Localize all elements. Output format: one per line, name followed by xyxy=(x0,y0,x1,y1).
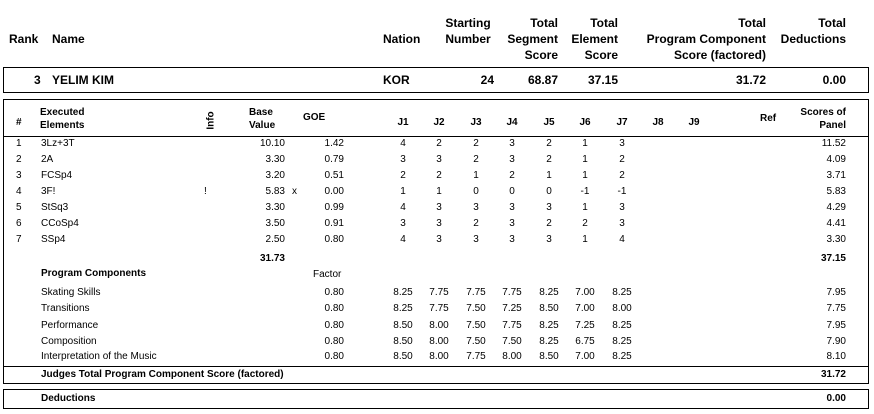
col-header-segment-score: Total Segment Score xyxy=(507,16,558,62)
judge-score: 3 xyxy=(509,234,515,245)
judge-score: 1 xyxy=(436,186,442,197)
pc-name: Interpretation of the Music xyxy=(41,351,157,362)
judge-score: -1 xyxy=(580,186,590,197)
judge-header-6: J6 xyxy=(579,117,591,128)
pc-panel-score: 7.95 xyxy=(826,320,846,331)
judge-score: 2 xyxy=(436,170,442,181)
judge-header-1: J1 xyxy=(397,117,409,128)
pc-judge-score: 8.50 xyxy=(393,351,413,362)
skater-element-score: 37.15 xyxy=(587,73,618,87)
pc-judge-score: 6.75 xyxy=(575,336,595,347)
element-num: 4 xyxy=(16,186,22,197)
judge-score: 3 xyxy=(546,234,552,245)
col-header-rank: Rank xyxy=(9,32,39,46)
judge-score: 2 xyxy=(473,218,479,229)
element-base-value: 3.30 xyxy=(265,202,285,213)
pc-judge-score: 8.50 xyxy=(539,351,559,362)
element-panel-score: 5.83 xyxy=(826,186,846,197)
element-num: 7 xyxy=(16,234,22,245)
element-info: ! xyxy=(204,186,207,197)
pc-judge-score: 8.00 xyxy=(612,303,632,314)
pc-judge-score: 7.50 xyxy=(466,320,486,331)
pc-judge-score: 7.75 xyxy=(466,351,486,362)
skater-deductions: 0.00 xyxy=(822,73,846,87)
pc-panel-score: 8.10 xyxy=(826,351,846,362)
element-base-value: 3.20 xyxy=(265,170,285,181)
element-panel-score: 4.41 xyxy=(826,218,846,229)
judge-score: 3 xyxy=(436,202,442,213)
skater-pcs: 31.72 xyxy=(735,73,766,87)
deductions-label: Deductions xyxy=(41,393,96,404)
judge-score: 3 xyxy=(436,154,442,165)
pc-judge-score: 7.75 xyxy=(502,320,522,331)
judge-score: 4 xyxy=(400,138,406,149)
judge-score: 3 xyxy=(509,138,515,149)
judge-score: 2 xyxy=(473,154,479,165)
pc-judge-score: 7.50 xyxy=(502,336,522,347)
pc-judge-score: 8.50 xyxy=(393,336,413,347)
pc-judge-score: 7.25 xyxy=(575,320,595,331)
pc-factor: 0.80 xyxy=(324,287,344,298)
element-base-value: 5.83 xyxy=(265,186,285,197)
element-panel-score: 4.29 xyxy=(826,202,846,213)
col-executed-elements: Executed Elements xyxy=(40,107,85,131)
deductions-value: 0.00 xyxy=(826,393,846,404)
element-name: CCoSp4 xyxy=(41,218,79,229)
pc-judge-score: 7.00 xyxy=(575,303,595,314)
deductions-box xyxy=(3,389,869,409)
judge-score: 3 xyxy=(436,218,442,229)
judge-score: 4 xyxy=(400,234,406,245)
judge-score: 3 xyxy=(400,154,406,165)
pc-factor: 0.80 xyxy=(324,303,344,314)
skater-starting-number: 24 xyxy=(480,73,494,87)
judge-header-2: J2 xyxy=(433,117,445,128)
pc-name: Performance xyxy=(41,320,99,331)
element-base-value: 3.30 xyxy=(265,154,285,165)
judge-score: 3 xyxy=(509,202,515,213)
judge-score: 1 xyxy=(546,170,552,181)
judge-score: 3 xyxy=(509,154,515,165)
judge-score: 2 xyxy=(400,170,406,181)
element-num: 3 xyxy=(16,170,22,181)
judge-score: 0 xyxy=(509,186,515,197)
pc-panel-score: 7.75 xyxy=(826,303,846,314)
pc-name: Transitions xyxy=(41,303,90,314)
pc-factor: 0.80 xyxy=(324,351,344,362)
judge-score: 3 xyxy=(473,234,479,245)
pc-judge-score: 8.25 xyxy=(612,320,632,331)
element-num: 1 xyxy=(16,138,22,149)
pc-total-divider xyxy=(3,366,869,367)
header-divider xyxy=(3,136,869,137)
judge-header-7: J7 xyxy=(616,117,628,128)
pc-judge-score: 8.25 xyxy=(612,287,632,298)
element-num: 2 xyxy=(16,154,22,165)
element-name: SSp4 xyxy=(41,234,66,245)
pc-judge-score: 8.00 xyxy=(429,336,449,347)
skater-name: YELIM KIM xyxy=(52,73,114,87)
pc-factor: 0.80 xyxy=(324,336,344,347)
judge-score: 2 xyxy=(546,218,552,229)
pc-judge-score: 8.50 xyxy=(539,303,559,314)
pc-judge-score: 8.25 xyxy=(539,287,559,298)
element-num: 6 xyxy=(16,218,22,229)
skater-rank: 3 xyxy=(34,73,41,87)
pc-judge-score: 8.25 xyxy=(612,336,632,347)
pc-judge-score: 8.25 xyxy=(539,336,559,347)
elements-total-base: 31.73 xyxy=(259,253,285,264)
judge-score: 1 xyxy=(582,170,588,181)
col-header-deductions: Total Deductions xyxy=(780,16,846,46)
judge-score: 3 xyxy=(436,234,442,245)
pc-total-value: 31.72 xyxy=(820,369,846,380)
judge-score: 3 xyxy=(619,218,625,229)
element-goe: 0.99 xyxy=(324,202,344,213)
judge-score: 2 xyxy=(619,170,625,181)
element-name: 3F! xyxy=(41,186,56,197)
col-header-nation: Nation xyxy=(383,32,421,46)
judge-score: 1 xyxy=(473,170,479,181)
col-ref: Ref xyxy=(760,113,777,124)
judge-score: 1 xyxy=(582,138,588,149)
col-header-starting-number: Starting Number xyxy=(445,16,491,46)
element-panel-score: 4.09 xyxy=(826,154,846,165)
pc-judge-score: 7.25 xyxy=(502,303,522,314)
col-info: Info xyxy=(205,111,217,130)
judge-score: 1 xyxy=(582,234,588,245)
col-scores-of-panel: Scores of Panel xyxy=(800,107,846,131)
skater-nation: KOR xyxy=(383,73,410,87)
element-x-mark: x xyxy=(292,186,297,197)
pc-judge-score: 7.00 xyxy=(575,287,595,298)
pc-judge-score: 7.75 xyxy=(429,303,449,314)
col-num: # xyxy=(16,117,22,128)
elements-total-score: 37.15 xyxy=(820,253,846,264)
pc-judge-score: 8.00 xyxy=(429,351,449,362)
element-goe: 0.51 xyxy=(324,170,344,181)
judge-score: 3 xyxy=(619,202,625,213)
judge-score: -1 xyxy=(617,186,627,197)
pc-panel-score: 7.95 xyxy=(826,287,846,298)
col-base-value: Base Value xyxy=(249,107,276,131)
pc-judge-score: 8.25 xyxy=(393,287,413,298)
element-panel-score: 3.30 xyxy=(826,234,846,245)
judge-header-5: J5 xyxy=(543,117,555,128)
element-name: StSq3 xyxy=(41,202,69,213)
col-header-pcs: Total Program Component Score (factored) xyxy=(646,16,766,62)
element-goe: 0.79 xyxy=(324,154,344,165)
pc-judge-score: 7.75 xyxy=(466,287,486,298)
pc-total-label: Judges Total Program Component Score (factored) xyxy=(41,369,284,380)
pc-judge-score: 8.25 xyxy=(539,320,559,331)
pc-judge-score: 7.75 xyxy=(502,287,522,298)
judge-header-8: J8 xyxy=(652,117,664,128)
pc-judge-score: 8.50 xyxy=(393,320,413,331)
judge-score: 3 xyxy=(473,202,479,213)
pc-judge-score: 7.50 xyxy=(466,336,486,347)
judge-score: 1 xyxy=(582,202,588,213)
judge-score: 2 xyxy=(582,218,588,229)
pc-judge-score: 8.25 xyxy=(393,303,413,314)
col-goe: GOE xyxy=(303,112,326,123)
element-name: FCSp4 xyxy=(41,170,73,181)
judge-score: 3 xyxy=(400,218,406,229)
pc-panel-score: 7.90 xyxy=(826,336,846,347)
pc-judge-score: 8.00 xyxy=(429,320,449,331)
judge-score: 2 xyxy=(436,138,442,149)
element-goe: 0.91 xyxy=(324,218,344,229)
pc-judge-score: 8.00 xyxy=(502,351,522,362)
col-header-name: Name xyxy=(52,32,85,46)
element-goe: 0.00 xyxy=(324,186,344,197)
judge-score: 2 xyxy=(546,154,552,165)
pc-factor-label: Factor xyxy=(313,269,342,280)
judge-score: 0 xyxy=(546,186,552,197)
judge-score: 1 xyxy=(582,154,588,165)
pc-judge-score: 7.50 xyxy=(466,303,486,314)
judge-score: 3 xyxy=(619,138,625,149)
pc-title: Program Components xyxy=(41,268,147,279)
judge-header-9: J9 xyxy=(688,117,700,128)
element-base-value: 10.10 xyxy=(259,138,285,149)
pc-judge-score: 7.00 xyxy=(575,351,595,362)
pc-name: Skating Skills xyxy=(41,287,101,298)
judge-score: 2 xyxy=(473,138,479,149)
element-panel-score: 3.71 xyxy=(826,170,846,181)
judge-score: 2 xyxy=(546,138,552,149)
judge-score: 4 xyxy=(619,234,625,245)
element-num: 5 xyxy=(16,202,22,213)
pc-judge-score: 7.75 xyxy=(429,287,449,298)
pc-judge-score: 8.25 xyxy=(612,351,632,362)
element-panel-score: 11.52 xyxy=(821,138,846,149)
judge-score: 2 xyxy=(509,170,515,181)
element-name: 3Lz+3T xyxy=(41,138,75,149)
element-goe: 1.42 xyxy=(324,138,344,149)
col-header-element-score: Total Element Score xyxy=(571,16,618,62)
judge-score: 2 xyxy=(619,154,625,165)
judge-score: 0 xyxy=(473,186,479,197)
pc-name: Composition xyxy=(41,336,97,347)
judge-header-4: J4 xyxy=(506,117,518,128)
element-base-value: 3.50 xyxy=(265,218,285,229)
judge-score: 3 xyxy=(509,218,515,229)
element-base-value: 2.50 xyxy=(265,234,285,245)
judge-header-3: J3 xyxy=(470,117,482,128)
judge-score: 1 xyxy=(400,186,406,197)
skater-segment-score: 68.87 xyxy=(527,73,558,87)
judge-score: 4 xyxy=(400,202,406,213)
judge-score: 3 xyxy=(546,202,552,213)
pc-factor: 0.80 xyxy=(324,320,344,331)
element-name: 2A xyxy=(41,154,54,165)
element-goe: 0.80 xyxy=(324,234,344,245)
